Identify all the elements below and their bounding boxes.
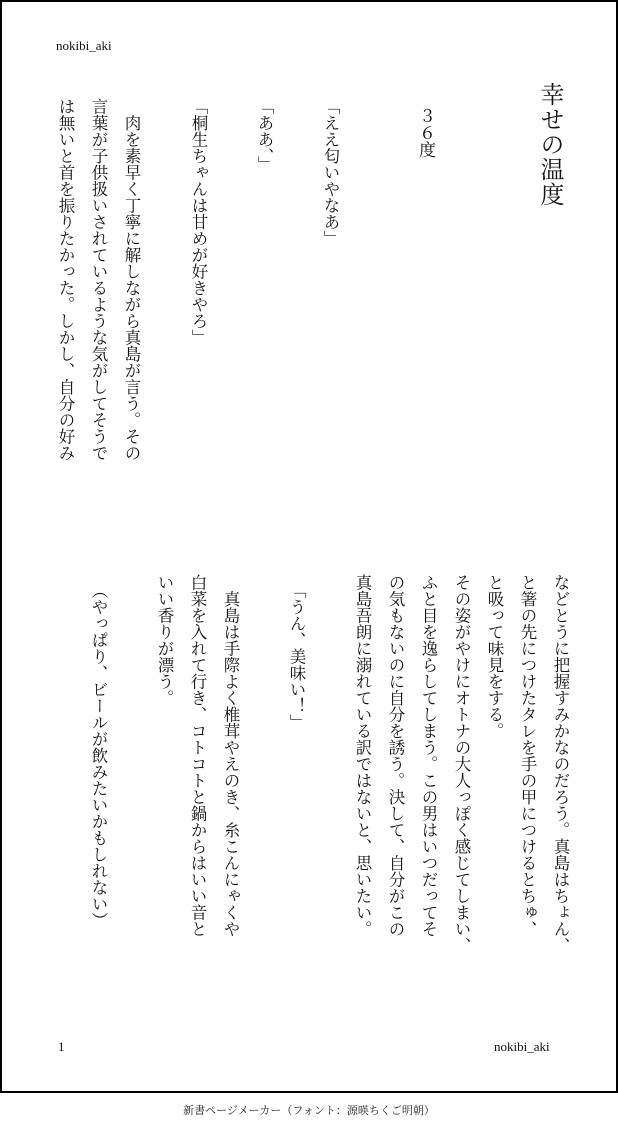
text-line: ふと目を逸らしてしまう。この男はいつだってそ xyxy=(419,574,438,937)
text-line: （やっぱり、ビールが飲みたいかもしれない） xyxy=(89,582,108,929)
text-line: 「ああ、」 xyxy=(255,98,274,173)
footer-author: nokibi_aki xyxy=(494,1039,550,1054)
text-line: の気もないのに自分を誘う。決して、自分がこの xyxy=(386,574,405,937)
text-line: 肉を素早く丁寧に解しながら真島が言う。その xyxy=(122,98,141,461)
text-line: は無いと首を振りたかった。しかし、自分の好み xyxy=(56,98,75,461)
text-line: 「桐生ちゃんは甘めが好きやろ」 xyxy=(189,98,208,346)
text-line: 真島吾朗に溺れている訳ではないと、思いたい。 xyxy=(353,574,372,937)
story-subtitle: ３６度 xyxy=(415,107,435,158)
page-number: 1 xyxy=(58,1039,65,1054)
text-line: 「うん、美味い！」 xyxy=(287,582,306,731)
text-line: 白菜を入れて行き、コトコトと鍋からはいい音と xyxy=(188,574,207,937)
text-line: と吸って味見をする。 xyxy=(485,574,504,739)
text-line: いい香りが漂う。 xyxy=(155,574,174,706)
header-author: nokibi_aki xyxy=(56,38,112,53)
text-line: 言葉が子供扱いされているような気がしてそうで xyxy=(89,98,108,461)
text-line: その姿がやけにオトナの大人っぽく感じてしまい、 xyxy=(452,574,471,954)
generator-caption: 新書ページメーカー（フォント：源暎ちくご明朝） xyxy=(183,1104,435,1117)
text-line: と箸の先につけたタレを手の甲につけるとちゅ、 xyxy=(518,574,537,937)
text-line: などとうに把握すみかなのだろう。真島はちょん、 xyxy=(551,574,570,954)
text-line: 「ええ匂いやなあ」 xyxy=(321,98,340,247)
text-line: 真島は手際よく椎茸やえのき、糸こんにゃくや xyxy=(221,574,240,937)
story-title: 幸せの温度 xyxy=(536,82,564,207)
